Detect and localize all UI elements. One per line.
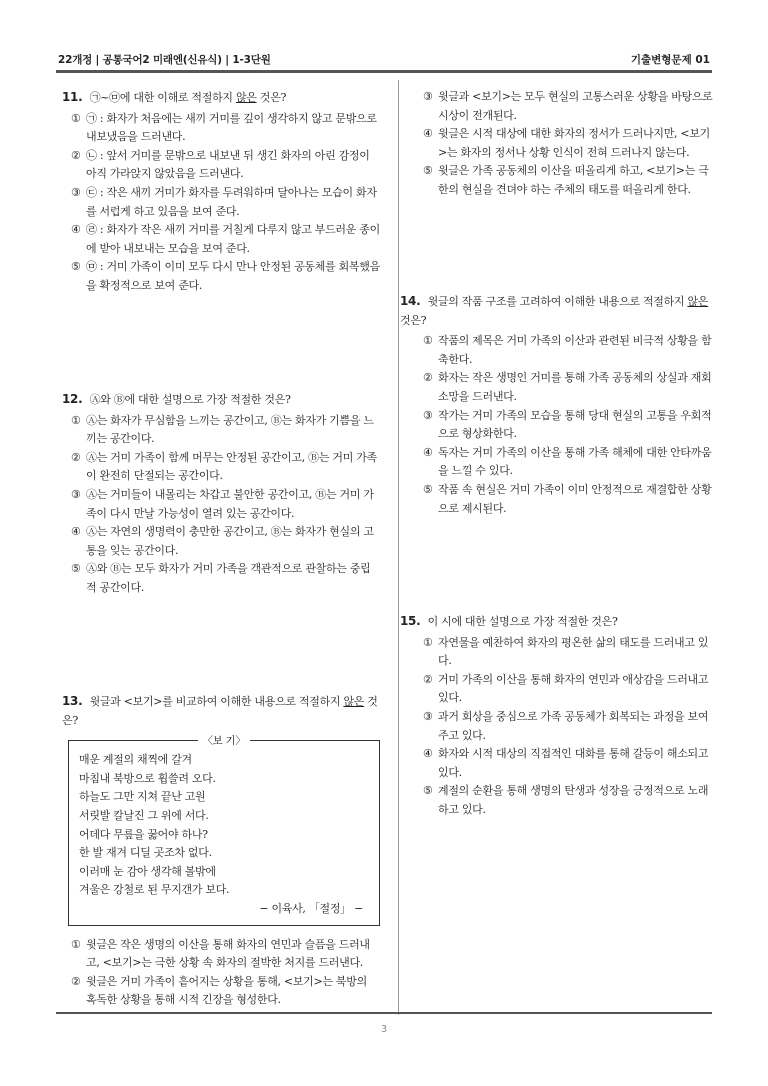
option-3[interactable]: ③ 과거 회상을 중심으로 가족 공동체가 회복되는 과정을 보여 주고 있다. <box>423 709 709 742</box>
option-5[interactable]: ⑤ Ⓐ와 Ⓑ는 모두 화자가 거미 가족을 객관적으로 관찰하는 중립적 공간이다. <box>71 562 371 594</box>
negation-underline: 않은 <box>235 91 257 104</box>
option-4[interactable]: ④ ㉣ : 화자가 작은 새끼 거미를 거칠게 다루지 않고 부드러운 종이에 받아 내보내는 모습을 보여 준다. <box>71 223 380 255</box>
option-4[interactable]: ④ 윗글은 시적 대상에 대한 화자의 정서가 드러나지만, <보기>는 화자의 정서나 상황 인식이 전혀 드러나지 않는다. <box>423 127 710 159</box>
option-3[interactable]: ③ 윗글과 <보기>는 모두 현실의 고통스러운 상황을 바탕으로 시상이 전개된다. <box>423 90 713 122</box>
poem-line: 한 발 재겨 디딜 곳조차 없다. <box>79 846 212 860</box>
answer-options <box>62 110 380 296</box>
footer-rule <box>56 1012 712 1014</box>
bogi-caption: 〈보 기〉 <box>69 732 379 751</box>
option-2[interactable]: ② ㉡ : 앞서 거미를 문밖으로 내보낸 뒤 생긴 화자의 아린 감정이 아직 가라앉지 않았음을 드러낸다. <box>71 148 370 181</box>
page-header <box>56 50 712 68</box>
bogi-box <box>68 735 380 925</box>
question-12 <box>62 390 380 598</box>
option-4[interactable]: ④ Ⓐ는 자연의 생명력이 충만한 공간이고, Ⓑ는 화자가 현실의 고통을 잊는 공간이다. <box>71 525 374 557</box>
answer-options <box>62 412 380 598</box>
page-number: 3 <box>380 1024 388 1035</box>
header-rule <box>56 70 712 73</box>
poem-line: 겨울은 강철로 된 무지갠가 보다. <box>79 883 230 897</box>
negation-underline: 않은 <box>343 695 365 708</box>
column-divider <box>398 80 399 1015</box>
option-1[interactable]: ① 윗글은 작은 생명의 이산을 통해 화자의 연민과 슬픔을 드러내고, <보기>는 극한 상황 속 화자의 절박한 처지를 드러낸다. <box>71 937 370 970</box>
option-1[interactable]: ① 자연물을 예찬하여 화자의 평온한 삶의 태도를 드러내고 있다. <box>423 635 709 668</box>
poem-line: 매운 계절의 채찍에 갈겨 <box>79 753 192 767</box>
option-2[interactable]: ② 거미 가족의 이산을 통해 화자의 연민과 애상감을 드러내고 있다. <box>423 672 709 705</box>
option-1[interactable]: ① 작품의 제목은 거미 가족의 이산과 관련된 비극적 상황을 함축한다. <box>423 334 712 366</box>
answer-options <box>62 936 380 1010</box>
poem-line: 이러매 눈 감아 생각해 볼밖에 <box>79 864 216 878</box>
header-set-title: 기출변형문제 01 <box>630 54 710 66</box>
question-number: 13. <box>62 694 83 708</box>
header-course-info: 22개정 | 공통국어2 미래엔(신유식) | 1-3단원 <box>58 54 271 66</box>
option-3[interactable]: ③ ㉢ : 작은 새끼 거미가 화자를 두려워하며 달아나는 모습이 화자를 서럽게 하고 있음을 보여 준다. <box>71 185 377 218</box>
question-11 <box>62 88 380 296</box>
question-number: 12. <box>62 392 83 406</box>
option-5[interactable]: ⑤ 작품 속 현실은 거미 가족이 이미 안정적으로 재결합한 상황으로 제시된다. <box>423 482 712 515</box>
option-2[interactable]: ② Ⓐ는 거미 가족이 함께 머무는 안정된 공간이고, Ⓑ는 거미 가족이 완전히 단절되는 공간이다. <box>71 450 377 483</box>
option-5[interactable]: ⑤ ㉤ : 거미 가족이 이미 모두 다시 만나 안정된 공동체를 회복했음을 확정적으로 보여 준다. <box>71 260 380 292</box>
question-stem: 15. 이 시에 대한 설명으로 가장 적절한 것은? <box>400 614 618 628</box>
question-stem: 13. 윗글과 <보기>를 비교하여 이해한 내용으로 적절하지 않은 것은? <box>62 694 378 727</box>
option-2[interactable]: ② 화자는 작은 생명인 거미를 통해 가족 공동체의 상실과 재회 소망을 드러낸다. <box>423 371 712 403</box>
poem-line: 서릿발 칼날진 그 위에 서다. <box>79 808 209 822</box>
poem-line: 어데다 무릎을 꿇어야 하나? <box>79 827 208 841</box>
option-4[interactable]: ④ 독자는 거미 가족의 이산을 통해 가족 해체에 대한 안타까움을 느낄 수 있다. <box>423 445 712 478</box>
poem-source: − 이육사, 「절정」 − <box>259 901 363 915</box>
answer-options <box>400 332 714 518</box>
question-stem: 11. ㉠~㉤에 대한 이해로 적절하지 않은 것은? <box>62 90 287 104</box>
negation-underline: 않은 <box>687 295 709 308</box>
option-3[interactable]: ③ Ⓐ는 거미들이 내몰리는 차갑고 불안한 공간이고, Ⓑ는 거미 가족이 다시 만날 가능성이 열려 있는 공간이다. <box>71 487 374 520</box>
question-stem: 14. 윗글의 작품 구조를 고려하여 이해한 내용으로 적절하지 않은 것은? <box>400 294 709 327</box>
question-13 <box>62 692 380 1010</box>
option-4[interactable]: ④ 화자와 시적 대상의 직접적인 대화를 통해 갈등이 해소되고 있다. <box>423 747 709 779</box>
answer-options <box>414 88 714 200</box>
poem-line: 하늘도 그만 지쳐 끝난 고원 <box>79 790 206 804</box>
option-5[interactable]: ⑤ 계절의 순환을 통해 생명의 탄생과 성장을 긍정적으로 노래하고 있다. <box>423 784 709 816</box>
answer-options <box>400 634 714 820</box>
option-1[interactable]: ① Ⓐ는 화자가 무심함을 느끼는 공간이고, Ⓑ는 화자가 기쁨을 느끼는 공간이다. <box>71 413 374 446</box>
question-stem: 12. Ⓐ와 Ⓑ에 대한 설명으로 가장 적절한 것은? <box>62 392 291 406</box>
question-13-continued <box>414 88 714 200</box>
question-number: 15. <box>400 614 421 628</box>
option-5[interactable]: ⑤ 윗글은 가족 공동체의 이산을 떠올리게 하고, <보기>는 극한의 현실을 견뎌야 하는 주체의 태도를 떠올리게 한다. <box>423 164 709 196</box>
option-3[interactable]: ③ 작가는 거미 가족의 모습을 통해 당대 현실의 고통을 우회적으로 형상화한다. <box>423 408 712 441</box>
question-14 <box>400 292 714 518</box>
question-number: 14. <box>400 294 421 308</box>
question-15 <box>400 612 714 820</box>
option-1[interactable]: ① ㉠ : 화자가 처음에는 새끼 거미를 깊이 생각하지 않고 문밖으로 내보냈음을 드러낸다. <box>71 111 377 144</box>
question-number: 11. <box>62 90 83 104</box>
option-2[interactable]: ② 윗글은 거미 가족이 흩어지는 상황을 통해, <보기>는 북방의 혹독한 상황을 통해 시적 긴장을 형성한다. <box>71 974 367 1007</box>
poem-line: 마침내 북방으로 휩쓸려 오다. <box>79 771 216 785</box>
